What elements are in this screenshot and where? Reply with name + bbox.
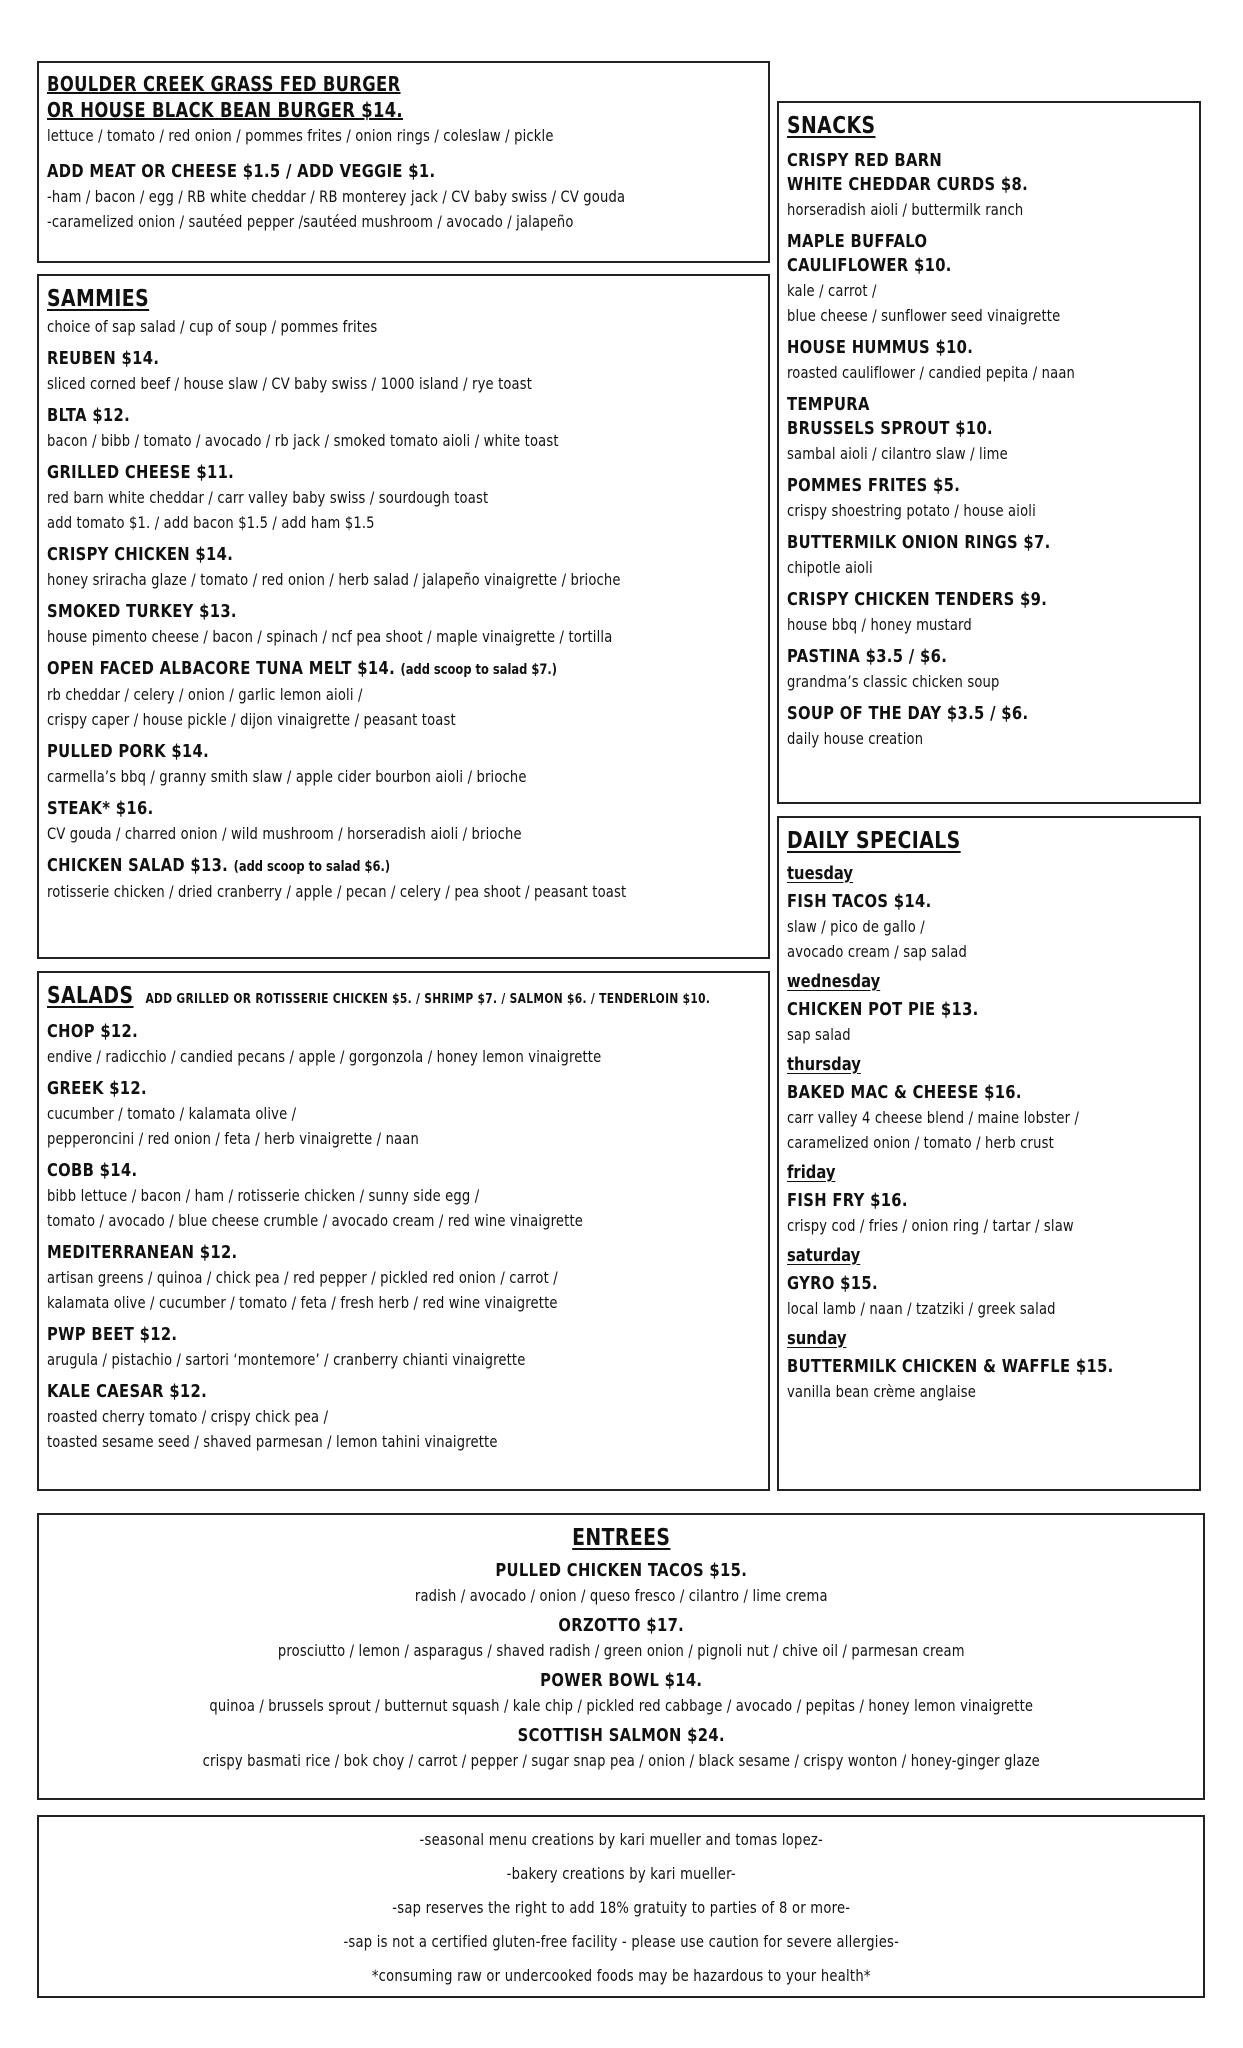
burger-description: lettuce / tomato / red onion / pommes frites / onion rings / coleslaw / pickle [47, 126, 554, 145]
sammie-name [47, 347, 760, 371]
salad-name: PWP BEET $12. [47, 1324, 178, 1345]
salads-title: SALADS [47, 983, 134, 1009]
snack-description: roasted cauliflower / candied pepita / naan [787, 363, 1076, 382]
entree-description: crispy basmati rice / bok choy / carrot / pepper / sugar snap pea / onion / black sesame / crispy wonton / honey-ginger glaze [202, 1751, 1040, 1770]
sammie-note: (add scoop to salad $7.) [400, 662, 557, 678]
special-day-label: wednesday [787, 971, 881, 992]
sammie-description: rb cheddar / celery / onion / garlic lemon aioli / [47, 685, 363, 704]
burger-addon-line: -caramelized onion / sautéed pepper /sautéed mushroom / avocado / jalapeño [47, 212, 574, 231]
snack-name: BUTTERMILK ONION RINGS $7. [787, 532, 1051, 553]
salad-name: MEDITERRANEAN $12. [47, 1242, 238, 1263]
snack-name: TEMPURA [787, 394, 870, 415]
burger-title-line2: OR HOUSE BLACK BEAN BURGER $14. [47, 98, 403, 122]
special-day [787, 1244, 1191, 1321]
sammie-description: sliced corned beef / house slaw / CV baby swiss / 1000 island / rye toast [47, 374, 533, 393]
sammie-item [47, 740, 760, 789]
salad-description: tomato / avocado / blue cheese crumble / avocado cream / red wine vinaigrette [47, 1211, 584, 1230]
snack-name: MAPLE BUFFALO [787, 231, 928, 252]
salad-item [47, 1380, 760, 1454]
snack-name: CRISPY CHICKEN TENDERS $9. [787, 589, 1048, 610]
special-day-label: thursday [787, 1054, 861, 1075]
sammie-name [47, 600, 760, 624]
snacks-title: SNACKS [787, 113, 876, 139]
entree-name: SCOTTISH SALMON $24. [517, 1725, 725, 1746]
sammie-name-text: GRILLED CHEESE $11. [47, 462, 235, 483]
sammie-item [47, 543, 760, 592]
sammies-title: SAMMIES [47, 286, 150, 312]
special-description: crispy cod / fries / onion ring / tartar / slaw [787, 1216, 1074, 1235]
snack-name: BRUSSELS SPROUT $10. [787, 418, 993, 439]
sammies-list [47, 347, 760, 904]
special-name: GYRO $15. [787, 1273, 878, 1294]
sammie-name [47, 740, 760, 764]
salad-description: endive / radicchio / candied pecans / apple / gorgonzola / honey lemon vinaigrette [47, 1047, 602, 1066]
footer-notes [37, 1815, 1205, 1998]
footer-note-line: -sap is not a certified gluten-free facility - please use caution for severe allergies- [343, 1932, 899, 1951]
salad-item [47, 1323, 760, 1372]
special-description: vanilla bean crème anglaise [787, 1382, 976, 1401]
sammie-name [47, 543, 760, 567]
sammie-description: bacon / bibb / tomato / avocado / rb jack / smoked tomato aioli / white toast [47, 431, 559, 450]
daily-specials-section [777, 816, 1201, 1491]
special-name: BAKED MAC & CHEESE $16. [787, 1082, 1022, 1103]
snack-name: PASTINA $3.5 / $6. [787, 646, 948, 667]
snack-name: CRISPY RED BARN [787, 150, 943, 171]
special-day [787, 1161, 1191, 1238]
snack-item [787, 474, 1191, 523]
snack-item [787, 531, 1191, 580]
special-description: sap salad [787, 1025, 851, 1044]
sammie-description: honey sriracha glaze / tomato / red onion / herb salad / jalapeño vinaigrette / brioche [47, 570, 621, 589]
entree-item [47, 1559, 1195, 1608]
sammie-name-text: REUBEN $14. [47, 348, 160, 369]
sammie-description: CV gouda / charred onion / wild mushroom / horseradish aioli / brioche [47, 824, 522, 843]
salad-description: kalamata olive / cucumber / tomato / feta / fresh herb / red wine vinaigrette [47, 1293, 558, 1312]
salad-description: roasted cherry tomato / crispy chick pea / [47, 1407, 329, 1426]
entree-description: radish / avocado / onion / queso fresco / cilantro / lime crema [414, 1586, 828, 1605]
entrees-title: ENTREES [571, 1525, 671, 1551]
snack-name: POMMES FRITES $5. [787, 475, 961, 496]
entree-item [47, 1669, 1195, 1718]
snack-item [787, 149, 1191, 222]
footer-note-line: -seasonal menu creations by kari mueller and tomas lopez- [419, 1830, 823, 1849]
sammie-name-text: SMOKED TURKEY $13. [47, 601, 237, 622]
salad-name: CHOP $12. [47, 1021, 139, 1042]
snack-name: WHITE CHEDDAR CURDS $8. [787, 174, 1029, 195]
footer-list [47, 1823, 1195, 1993]
sammie-description: add tomato $1. / add bacon $1.5 / add ham $1.5 [47, 513, 375, 532]
salad-item [47, 1159, 760, 1233]
sammie-description: rotisserie chicken / dried cranberry / apple / pecan / celery / pea shoot / peasant toast [47, 882, 627, 901]
sammie-item [47, 404, 760, 453]
special-description: caramelized onion / tomato / herb crust [787, 1133, 1054, 1152]
special-day-label: tuesday [787, 863, 854, 884]
snack-item [787, 588, 1191, 637]
salad-description: toasted sesame seed / shaved parmesan / lemon tahini vinaigrette [47, 1432, 498, 1451]
sammie-name [47, 854, 760, 879]
sammie-item [47, 797, 760, 846]
special-description: carr valley 4 cheese blend / maine lobster / [787, 1108, 1080, 1127]
burger-addon-title: ADD MEAT OR CHEESE $1.5 / ADD VEGGIE $1. [47, 161, 436, 182]
special-description: slaw / pico de gallo / [787, 917, 925, 936]
salad-name: COBB $14. [47, 1160, 138, 1181]
salad-item [47, 1077, 760, 1151]
sammie-name-text: CRISPY CHICKEN $14. [47, 544, 234, 565]
sammies-section [37, 274, 770, 959]
salad-description: artisan greens / quinoa / chick pea / red pepper / pickled red onion / carrot / [47, 1268, 558, 1287]
sammie-name [47, 461, 760, 485]
snack-description: grandma’s classic chicken soup [787, 672, 1000, 691]
sammie-name-text: BLTA $12. [47, 405, 131, 426]
sammie-name [47, 404, 760, 428]
snack-item [787, 645, 1191, 694]
special-day-label: sunday [787, 1328, 847, 1349]
salad-item [47, 1241, 760, 1315]
snack-item [787, 230, 1191, 328]
snack-item [787, 336, 1191, 385]
special-day [787, 1053, 1191, 1155]
salad-description: cucumber / tomato / kalamata olive / [47, 1104, 297, 1123]
sammie-description: house pimento cheese / bacon / spinach / ncf pea shoot / maple vinaigrette / tortilla [47, 627, 613, 646]
snack-description: blue cheese / sunflower seed vinaigrette [787, 306, 1061, 325]
sammie-item [47, 347, 760, 396]
salads-addons: ADD GRILLED OR ROTISSERIE CHICKEN $5. / SHRIMP $7. / SALMON $6. / TENDERLOIN $10. [145, 992, 711, 1007]
special-day-label: saturday [787, 1245, 861, 1266]
snack-description: house bbq / honey mustard [787, 615, 972, 634]
snack-name: HOUSE HUMMUS $10. [787, 337, 974, 358]
sammie-name-text: OPEN FACED ALBACORE TUNA MELT $14. [47, 658, 396, 679]
entree-item [47, 1724, 1195, 1773]
sammie-description: carmella’s bbq / granny smith slaw / apple cider bourbon aioli / brioche [47, 767, 527, 786]
sammie-description: crispy caper / house pickle / dijon vinaigrette / peasant toast [47, 710, 456, 729]
salad-description: arugula / pistachio / sartori ‘montemore’ / cranberry chianti vinaigrette [47, 1350, 526, 1369]
snack-description: chipotle aioli [787, 558, 873, 577]
entree-description: quinoa / brussels sprout / butternut squash / kale chip / pickled red cabbage / avocado / pepitas / honey lemon vinaigrette [209, 1696, 1033, 1715]
sammie-item [47, 854, 760, 904]
special-day-label: friday [787, 1162, 836, 1183]
burger-addon-line: -ham / bacon / egg / RB white cheddar / RB monterey jack / CV baby swiss / CV gouda [47, 187, 626, 206]
snack-description: crispy shoestring potato / house aioli [787, 501, 1036, 520]
sammie-item [47, 600, 760, 649]
snack-description: kale / carrot / [787, 281, 877, 300]
special-name: FISH TACOS $14. [787, 891, 932, 912]
special-day [787, 862, 1191, 964]
footer-note-line: -bakery creations by kari mueller- [506, 1864, 736, 1883]
special-name: CHICKEN POT PIE $13. [787, 999, 979, 1020]
entree-name: ORZOTTO $17. [558, 1615, 684, 1636]
snacks-section [777, 101, 1201, 804]
sammie-description: red barn white cheddar / carr valley baby swiss / sourdough toast [47, 488, 489, 507]
salad-name: KALE CAESAR $12. [47, 1381, 208, 1402]
sammie-name-text: PULLED PORK $14. [47, 741, 210, 762]
specials-list [787, 862, 1191, 1404]
sammie-item [47, 657, 760, 732]
salad-description: bibb lettuce / bacon / ham / rotisserie chicken / sunny side egg / [47, 1186, 480, 1205]
entree-name: PULLED CHICKEN TACOS $15. [495, 1560, 747, 1581]
sammie-item [47, 461, 760, 535]
special-name: FISH FRY $16. [787, 1190, 908, 1211]
specials-title: DAILY SPECIALS [787, 828, 961, 854]
sammie-name [47, 797, 760, 821]
sammie-name [47, 657, 760, 682]
special-day [787, 970, 1191, 1047]
salads-section [37, 971, 770, 1491]
sammie-name-text: CHICKEN SALAD $13. [47, 855, 229, 876]
entree-description: prosciutto / lemon / asparagus / shaved radish / green onion / pignoli nut / chive oil / parmesan cream [277, 1641, 965, 1660]
snack-name: SOUP OF THE DAY $3.5 / $6. [787, 703, 1029, 724]
special-name: BUTTERMILK CHICKEN & WAFFLE $15. [787, 1356, 1114, 1377]
special-description: avocado cream / sap salad [787, 942, 967, 961]
footer-note-line: -sap reserves the right to add 18% gratuity to parties of 8 or more- [392, 1898, 850, 1917]
snacks-list [787, 149, 1191, 751]
sammie-note: (add scoop to salad $6.) [233, 859, 391, 875]
entree-name: POWER BOWL $14. [539, 1670, 703, 1691]
snack-description: horseradish aioli / buttermilk ranch [787, 200, 1024, 219]
snack-description: daily house creation [787, 729, 924, 748]
snack-name: CAULIFLOWER $10. [787, 255, 952, 276]
snack-item [787, 393, 1191, 466]
snack-item [787, 702, 1191, 751]
salad-item [47, 1020, 760, 1069]
sammies-subtitle: choice of sap salad / cup of soup / pommes frites [47, 317, 378, 336]
burger-title-line1: BOULDER CREEK GRASS FED BURGER [47, 72, 401, 96]
salad-description: pepperoncini / red onion / feta / herb vinaigrette / naan [47, 1129, 419, 1148]
sammie-name-text: STEAK* $16. [47, 798, 154, 819]
salad-name: GREEK $12. [47, 1078, 147, 1099]
burger-section [37, 61, 770, 263]
entrees-list [47, 1559, 1195, 1773]
entrees-section [37, 1513, 1205, 1800]
snack-description: sambal aioli / cilantro slaw / lime [787, 444, 1008, 463]
salads-list [47, 1020, 760, 1454]
special-description: local lamb / naan / tzatziki / greek salad [787, 1299, 1056, 1318]
entree-item [47, 1614, 1195, 1663]
special-day [787, 1327, 1191, 1404]
footer-note-line: *consuming raw or undercooked foods may be hazardous to your health* [371, 1966, 871, 1985]
